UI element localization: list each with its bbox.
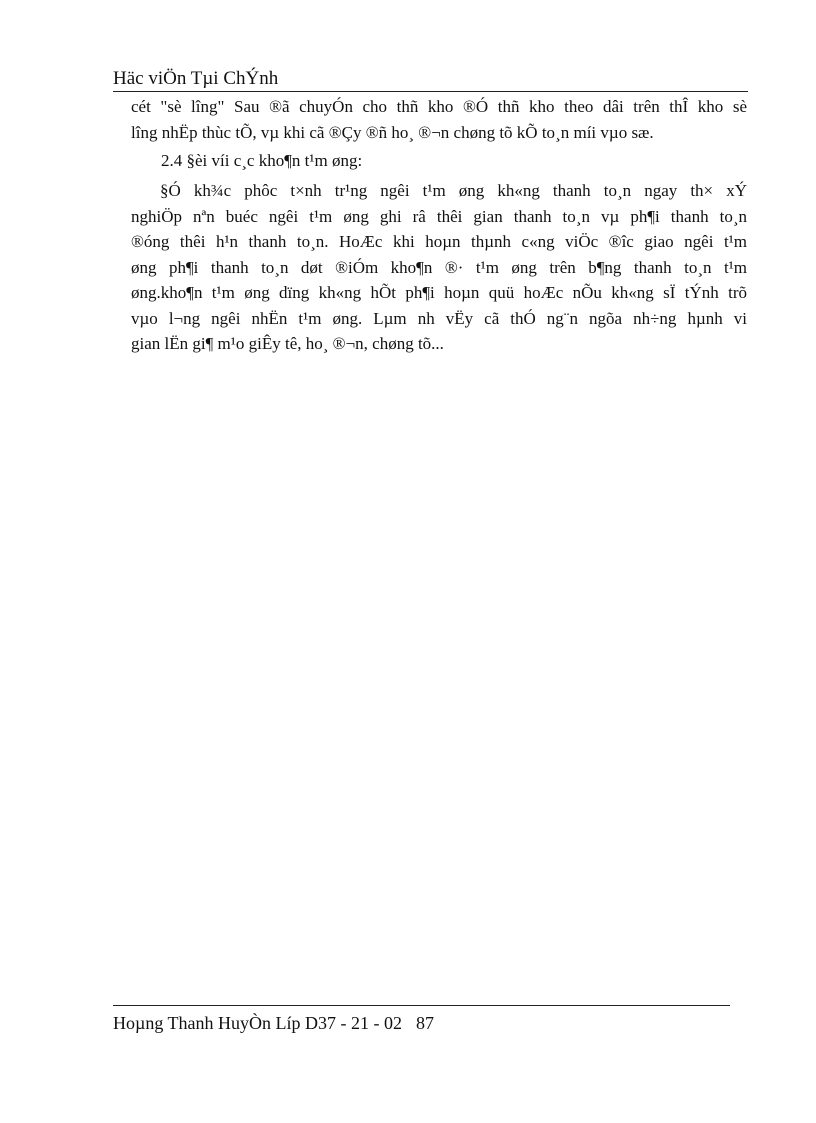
paragraph-2-line: øng ph¶i thanh to¸n døt ®iÓm kho¶n ®· t¹m øng trên b¶ng thanh to¸n t¹m: [131, 257, 747, 277]
paragraph-2-line: nghiÖp nªn buéc ngêi t¹m øng ghi râ thêi gian thanh to¸n vµ ph¶i thanh to¸n: [131, 206, 747, 226]
header-title: Häc viÖn Tµi ChÝnh: [113, 68, 279, 89]
paragraph-2-line: ®óng thêi h¹n thanh to¸n. HoÆc khi hoµn thµnh c«ng viÖc ®îc giao ngêi t¹m: [131, 232, 747, 251]
paragraph-1: [131, 94, 747, 146]
paragraph-1-line: lîng nhËp thùc tÕ, vµ khi cã ®Çy ®ñ ho¸ ®¬n chøng tõ kÕ to¸n míi vµo sæ.: [131, 123, 654, 142]
footer: [113, 1012, 434, 1034]
header-divider: [113, 91, 748, 92]
paragraph-2-line: §Ó kh¾c phôc t×nh tr¹ng ngêi t¹m øng kh«ng thanh to¸n ngay th× xÝ: [160, 181, 747, 200]
paragraph-2-line: gian lËn gi¶ m¹o giÊy tê, ho¸ ®¬n, chøng tõ...: [131, 334, 444, 353]
paragraph-2-line: vµo l¬ng ngêi nhËn t¹m øng. Lµm nh vËy cã thÓ ng¨n ngõa nh÷ng hµnh vi: [131, 308, 747, 328]
paragraph-2: [131, 178, 747, 357]
page-number: 87: [416, 1013, 435, 1033]
section-heading: 2.4 §èi víi c¸c kho¶n t¹m øng:: [161, 151, 363, 170]
footer-author: Hoµng Thanh HuyÒn Líp D37 - 21 - 02: [113, 1013, 403, 1033]
paragraph-1-line: cét "sè lîng" Sau ®ã chuyÓn cho thñ kho ®Ó thñ kho theo dâi trên thÎ kho sè: [131, 97, 747, 116]
paragraph-2-line: øng.kho¶n t¹m øng dïng kh«ng hÕt ph¶i hoµn quü hoÆc nÕu kh«ng sÏ tÝnh trõ: [131, 283, 747, 302]
footer-divider: [113, 1005, 730, 1006]
